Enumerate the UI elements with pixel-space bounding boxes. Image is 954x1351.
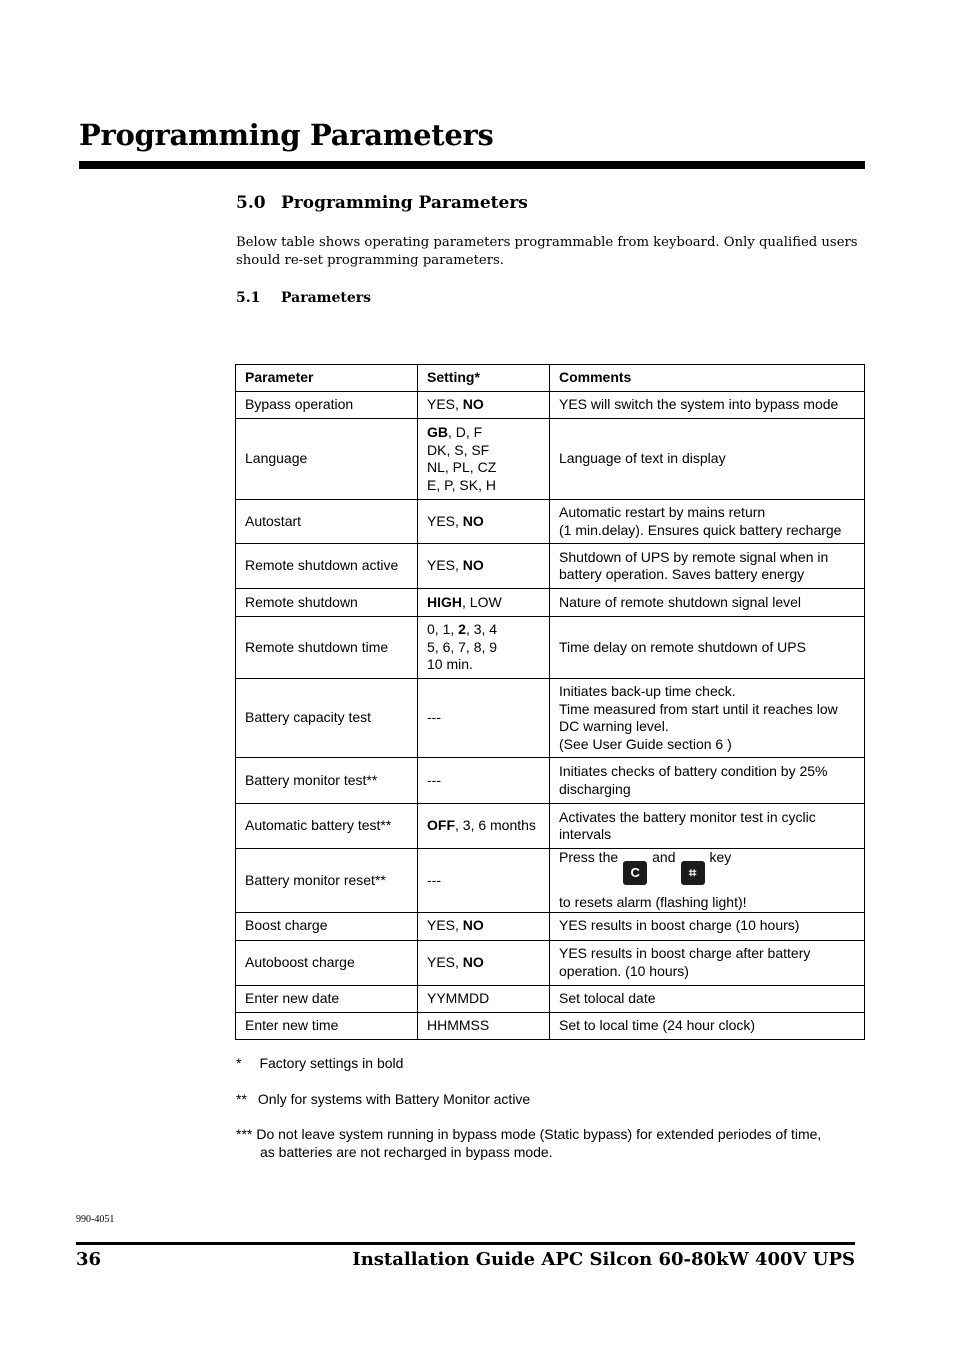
reset-instruction-line: [559, 849, 855, 885]
footnote-text-continued: as batteries are not recharged in bypass mode.: [260, 1143, 553, 1160]
table-row: [236, 985, 865, 1012]
comment-line: YES results in boost charge after battery: [559, 945, 811, 961]
parameter-cell: Boost charge: [236, 912, 418, 940]
parameter-cell: Remote shutdown: [236, 589, 418, 617]
comments-cell: [550, 419, 865, 500]
table-header-row: [236, 365, 865, 392]
parameters-table: [235, 364, 865, 1040]
document-number: 990-4051: [76, 1214, 115, 1225]
setting-default-value: NO: [462, 557, 484, 574]
table-row: [236, 804, 865, 849]
setting-default-value: OFF: [427, 817, 455, 834]
comment-line: Time delay on remote shutdown of UPS: [559, 638, 806, 655]
subsection-number: 5.1: [236, 290, 261, 306]
table-row: [236, 940, 865, 985]
comments-cell: [550, 500, 865, 544]
setting-cell: [418, 589, 550, 617]
setting-cell: [418, 849, 550, 913]
setting-value: YYMMDD: [427, 989, 490, 1006]
setting-cell: [418, 804, 550, 849]
setting-value: 5, 6, 7, 8, 9: [427, 638, 498, 655]
section-title: Programming Parameters: [281, 193, 528, 213]
hash-key-icon: ⌗: [681, 861, 705, 885]
comments-cell: [550, 679, 865, 758]
setting-default-value: NO: [462, 396, 484, 413]
column-header-parameter: Parameter: [236, 365, 418, 392]
comments-cell: [550, 912, 865, 940]
table-row: [236, 617, 865, 679]
section-number: 5.0: [236, 193, 266, 213]
comment-line: Language of text in display: [559, 450, 726, 467]
column-header-comments: Comments: [550, 365, 865, 392]
page-header-title: Programming Parameters: [79, 118, 494, 152]
setting-value: DK, S, SF: [427, 441, 490, 458]
setting-cell: [418, 940, 550, 985]
parameter-cell: Battery monitor reset**: [236, 849, 418, 913]
page-number: 36: [76, 1249, 102, 1270]
footnote: [236, 1126, 866, 1161]
footnote-text: Factory settings in bold: [259, 1055, 404, 1071]
comment-line: Set to local time (24 hour clock): [559, 1016, 756, 1033]
comment-line: DC warning level.: [559, 718, 669, 734]
comments-cell: [550, 804, 865, 849]
parameter-cell: Bypass operation: [236, 392, 418, 419]
comment-line: Nature of remote shutdown signal level: [559, 593, 802, 610]
section-heading: [236, 193, 528, 213]
comment-line: Time measured from start until it reaches low: [559, 700, 838, 717]
comments-cell: [550, 985, 865, 1012]
comment-line: Set tolocal date: [559, 989, 656, 1006]
setting-value: YES,: [427, 557, 463, 574]
footnote-mark: *: [236, 1055, 242, 1071]
setting-value: YES,: [427, 512, 463, 529]
setting-cell: [418, 679, 550, 758]
setting-cell: [418, 912, 550, 940]
setting-value: ---: [427, 871, 441, 888]
header-rule: [79, 161, 865, 169]
parameter-cell: Enter new date: [236, 985, 418, 1012]
footer-rule: [76, 1242, 855, 1245]
comment-line: battery operation. Saves battery energy: [559, 566, 805, 582]
setting-cell: [418, 985, 550, 1012]
comments-cell: [550, 544, 865, 589]
parameter-cell: Battery capacity test: [236, 679, 418, 758]
setting-default-value: NO: [462, 917, 484, 934]
setting-value: YES,: [427, 917, 463, 934]
comments-cell: [550, 617, 865, 679]
setting-cell: [418, 758, 550, 804]
comment-line: Initiates checks of battery condition by 25%: [559, 763, 828, 779]
parameter-cell: Autostart: [236, 500, 418, 544]
reset-press-text: Press the: [559, 849, 619, 865]
setting-value: YES,: [427, 953, 463, 970]
footnote: [236, 1091, 866, 1109]
comment-line: discharging: [559, 780, 631, 797]
setting-value: , LOW: [462, 593, 502, 610]
footnotes: [236, 1055, 866, 1179]
subsection-title: Parameters: [281, 290, 372, 306]
subsection-heading: [236, 290, 371, 306]
comment-line: YES results in boost charge (10 hours): [559, 917, 800, 934]
intro-paragraph: Below table shows operating parameters programmable from keyboard. Only qualified users should re-set programming parameters.: [236, 235, 858, 268]
setting-value: 0, 1,: [427, 621, 459, 638]
setting-value: E, P, SK, H: [427, 476, 496, 493]
comment-line: Automatic restart by mains return: [559, 504, 766, 520]
comment-line: Shutdown of UPS by remote signal when in: [559, 548, 829, 565]
setting-default-value: NO: [462, 953, 484, 970]
comments-cell: [550, 758, 865, 804]
parameter-cell: Enter new time: [236, 1012, 418, 1039]
setting-default-value: 2: [458, 621, 466, 638]
setting-default-value: NO: [462, 512, 484, 529]
setting-value: HHMMSS: [427, 1016, 490, 1033]
footnote-text: Do not leave system running in bypass mode (Static bypass) for extended periodes of time,: [256, 1126, 822, 1142]
setting-value: ---: [427, 771, 441, 788]
table-row: [236, 758, 865, 804]
reset-key-text: key: [709, 849, 732, 865]
comments-cell: [550, 589, 865, 617]
reset-and-text: and: [652, 849, 676, 865]
table-row: [236, 912, 865, 940]
setting-value: , 3, 4: [465, 621, 498, 638]
parameter-cell: Autoboost charge: [236, 940, 418, 985]
table-row: [236, 500, 865, 544]
table-row: [236, 849, 865, 913]
parameter-cell: Language: [236, 419, 418, 500]
setting-cell: [418, 1012, 550, 1039]
setting-value: NL, PL, CZ: [427, 459, 497, 475]
comments-cell: [550, 940, 865, 985]
comments-cell: [550, 849, 865, 913]
setting-default-value: HIGH: [427, 593, 462, 610]
table-row: [236, 589, 865, 617]
setting-cell: [418, 392, 550, 419]
column-header-setting: Setting*: [418, 365, 550, 392]
parameter-cell: Remote shutdown active: [236, 544, 418, 589]
setting-value: , D, F: [448, 424, 483, 440]
setting-value: YES,: [427, 396, 463, 413]
footnote-mark: **: [236, 1090, 247, 1107]
table-row: [236, 419, 865, 500]
comment-line: Initiates back-up time check.: [559, 683, 736, 699]
setting-cell: [418, 419, 550, 500]
comments-cell: [550, 1012, 865, 1039]
setting-value: , 3, 6 months: [455, 817, 536, 834]
c-key-icon: C: [623, 861, 647, 885]
footnote-text: Only for systems with Battery Monitor active: [257, 1090, 531, 1107]
comment-line: operation. (10 hours): [559, 962, 689, 979]
reset-instruction-line-2: to resets alarm (flashing light)!: [559, 894, 747, 910]
setting-value: 10 min.: [427, 656, 473, 673]
setting-cell: [418, 544, 550, 589]
footer-title: Installation Guide APC Silcon 60-80kW 400V UPS: [352, 1249, 855, 1270]
parameter-cell: Automatic battery test**: [236, 804, 418, 849]
comment-line: intervals: [559, 826, 612, 842]
parameter-cell: Battery monitor test**: [236, 758, 418, 804]
footnote: [236, 1055, 866, 1073]
comment-line: (See User Guide section 6 ): [559, 735, 732, 752]
setting-cell: [418, 617, 550, 679]
setting-cell: [418, 500, 550, 544]
comments-cell: [550, 392, 865, 419]
table-row: [236, 392, 865, 419]
setting-value: ---: [427, 709, 441, 726]
setting-default-value: GB: [427, 424, 448, 440]
table-row: [236, 544, 865, 589]
parameter-cell: Remote shutdown time: [236, 617, 418, 679]
table-row: [236, 679, 865, 758]
table-body: [236, 392, 865, 1040]
table-row: [236, 1012, 865, 1039]
footnote-mark: ***: [236, 1126, 253, 1142]
comment-line: Activates the battery monitor test in cyclic: [559, 808, 816, 825]
comment-line: YES will switch the system into bypass mode: [559, 396, 839, 413]
comment-line: (1 min.delay). Ensures quick battery recharge: [559, 521, 842, 538]
